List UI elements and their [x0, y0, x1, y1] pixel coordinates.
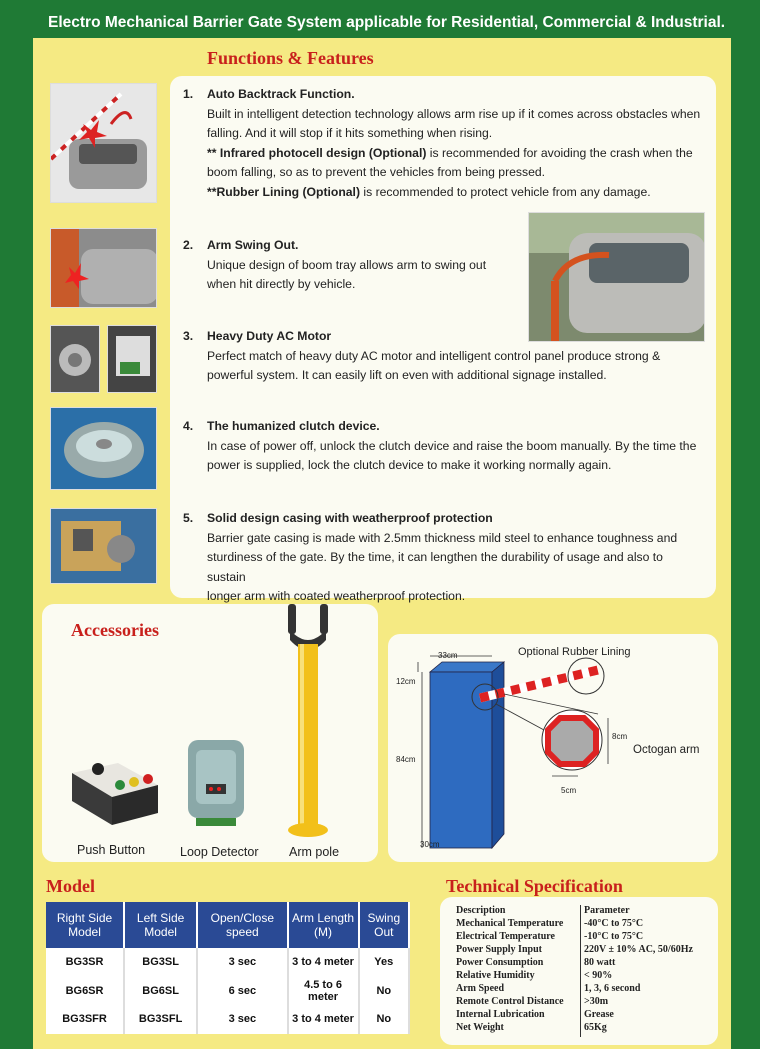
feature-1: 1. Auto Backtrack Function. Built in intelligent detection technology allows arm rise up if it comes across obstacles when falling. And it will stop if it hits something when rising. ** Infrared photocell design (Optional) is recommended for avoiding the crash when the boom falling, so as to prevent the vehicles from being pressed. **Rubber Lining (Optional) is recommended to protect vehicle from any damage. — [183, 87, 701, 199]
table-cell: No — [360, 1005, 410, 1034]
table-row — [46, 977, 410, 1006]
control-panel-photo — [107, 325, 157, 393]
push-button-label: Push Button — [77, 843, 146, 857]
table-cell: No — [360, 977, 410, 1006]
dim-5cm: 5cm — [561, 786, 577, 795]
table-cell: 3 to 4 meter — [289, 948, 360, 977]
clutch-photo — [50, 407, 157, 490]
feature-3: 3. Heavy Duty AC Motor Perfect match of heavy duty AC motor and intelligent control panel produce strong & powerful system. It can easily lift on even with additional signage installed. — [183, 329, 661, 382]
rubber-lining-label: Optional Rubber Lining — [518, 646, 631, 658]
table-cell: 3 sec — [198, 948, 288, 977]
spec-row: Arm Speed 1, 3, 6 second — [456, 983, 641, 994]
swing-out-photo — [50, 228, 157, 308]
dim-84cm: 84cm — [396, 755, 416, 764]
model-table — [46, 902, 410, 1034]
dim-33cm: 33cm — [438, 651, 458, 660]
page-header: Electro Mechanical Barrier Gate System applicable for Residential, Commercial & Industrial. — [48, 14, 726, 31]
dim-30cm: 30cm — [420, 840, 440, 849]
model-title: Model — [46, 876, 95, 896]
dim-8cm: 8cm — [612, 732, 628, 741]
table-cell: 3 sec — [198, 1005, 288, 1034]
spec-row: Net Weight 65Kg — [456, 1022, 607, 1033]
spec-row: Remote Control Distance >30m — [456, 996, 609, 1007]
loop-detector-label: Loop Detector — [180, 845, 259, 859]
col-arm-length: Arm Length (M) — [289, 902, 360, 948]
motor-photo — [50, 325, 100, 393]
car-swing-photo — [528, 212, 705, 342]
table-cell: 3 to 4 meter — [289, 1005, 360, 1034]
table-cell: BG6SR — [46, 977, 125, 1006]
feature-4: 4. The humanized clutch device. In case of power off, unlock the clutch device and raise the boom manually. By the time the power is supplied, lock the clutch device to make it working normally again. — [183, 419, 697, 472]
col-right-side: Right Side Model — [46, 902, 125, 948]
spec-row: Description Parameter — [456, 905, 630, 916]
arm-pole-label: Arm pole — [289, 845, 340, 859]
spec-row: Relative Humidity < 90% — [456, 970, 613, 981]
table-cell: 4.5 to 6 meter — [289, 977, 360, 1006]
col-speed: Open/Close speed — [198, 902, 288, 948]
accessories-title: Accessories — [71, 620, 159, 640]
table-row — [46, 1005, 410, 1034]
spec-row: Power Supply Input 220V ± 10% AC, 50/60Hz — [456, 944, 693, 955]
table-cell: BG3SFL — [125, 1005, 198, 1034]
backtrack-photo — [50, 83, 157, 203]
col-left-side: Left Side Model — [125, 902, 198, 948]
table-cell: BG6SL — [125, 977, 198, 1006]
features-title: Functions & Features — [207, 48, 374, 68]
spec-row: Power Consumption 80 watt — [456, 957, 616, 968]
dim-12cm: 12cm — [396, 677, 416, 686]
spec-row: Internal Lubrication Grease — [456, 1009, 614, 1020]
table-cell: 6 sec — [198, 977, 288, 1006]
feature-2: 2. Arm Swing Out. Unique design of boom tray allows arm to swing out when hit directly by vehicle. — [183, 238, 487, 291]
table-cell: BG3SR — [46, 948, 125, 977]
loop-detector-image — [186, 738, 248, 830]
spec-row: Mechanical Temperature -40°C to 75°C — [456, 918, 644, 929]
model-table-header — [46, 902, 410, 948]
casing-photo — [50, 508, 157, 584]
table-cell: BG3SL — [125, 948, 198, 977]
spec-title: Technical Specification — [446, 876, 623, 896]
push-button-image — [68, 755, 162, 835]
col-swing-out: Swing Out — [360, 902, 410, 948]
table-cell: Yes — [360, 948, 410, 977]
arm-pole-image — [284, 604, 334, 844]
table-cell: BG3SFR — [46, 1005, 125, 1034]
octogan-arm-label: Octogan arm — [633, 744, 700, 756]
feature-5: 5. Solid design casing with weatherproof protection Barrier gate casing is made with 2.5mm thickness mild steel to enhance toughness and sturdiness of the gate. By the time, it can lengthen the durability of usage and also to sustain longer arm with coated weatherproof protection. — [183, 511, 678, 603]
table-row — [46, 948, 410, 977]
spec-row: Electrical Temperature -10°C to 75°C — [456, 931, 644, 942]
